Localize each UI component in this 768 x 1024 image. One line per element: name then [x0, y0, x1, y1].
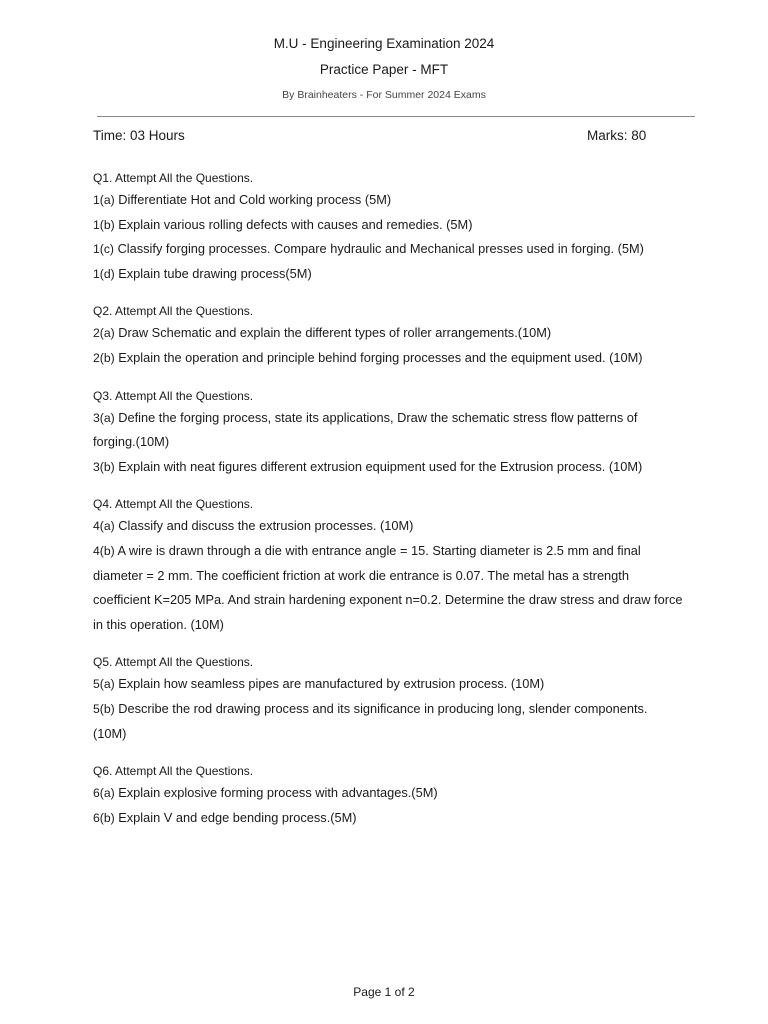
question-item [93, 781, 683, 806]
question-text: Explain with neat figures different extrusion equipment used for the Extrusion process. (10M) [118, 458, 643, 474]
question-section-6 [93, 761, 683, 830]
question-section-3 [93, 386, 683, 480]
question-code: 3(a) [93, 410, 115, 425]
question-code: 1(a) [93, 193, 115, 207]
question-text: Explain the operation and principle behind forging processes and the equipment used. (10M) [118, 349, 643, 365]
question-item [93, 237, 683, 262]
question-section-5 [93, 652, 683, 746]
question-section-2 [93, 301, 683, 370]
question-heading: Q6. Attempt All the Questions. [93, 764, 254, 779]
question-text: Explain various rolling defects with causes and remedies. (5M) [118, 216, 473, 232]
question-item [93, 213, 683, 238]
question-code: 5(b) [93, 701, 115, 716]
question-heading: Q2. Attempt All the Questions. [93, 304, 254, 319]
question-text: Explain V and edge bending process.(5M) [118, 809, 357, 825]
time-label: Time: 03 Hours [93, 128, 185, 143]
question-heading: Q5. Attempt All the Questions. [93, 655, 254, 670]
question-item [93, 455, 683, 480]
question-text: Define the forging process, state its applications, Draw the schematic stress flow patterns of forging.(10M) [93, 409, 638, 450]
question-text: Describe the rod drawing process and its significance in producing long, slender components. (10M) [93, 700, 648, 741]
exam-title: M.U - Engineering Examination 2024 [273, 36, 495, 51]
question-text: Draw Schematic and explain the different types of roller arrangements.(10M) [118, 325, 552, 341]
question-item [93, 188, 683, 213]
question-list [93, 168, 683, 845]
question-heading: Q3. Attempt All the Questions. [93, 388, 254, 403]
question-code: 4(b) [93, 543, 115, 558]
question-code: 5(a) [93, 677, 115, 692]
question-section-1 [93, 168, 683, 286]
question-item [93, 406, 683, 455]
question-text: Classify and discuss the extrusion processes. (10M) [118, 518, 414, 534]
question-code: 1(b) [93, 217, 115, 232]
question-item [93, 262, 683, 287]
question-code: 2(b) [93, 350, 115, 365]
question-heading: Q1. Attempt All the Questions. [93, 171, 254, 185]
question-section-4 [93, 494, 683, 637]
question-code: 1(d) [93, 266, 115, 281]
marks-label: Marks: 80 [587, 128, 647, 143]
question-code: 6(b) [93, 810, 115, 825]
question-item [93, 539, 683, 637]
byline: By Brainheaters - For Summer 2024 Exams [282, 89, 486, 101]
paper-title: Practice Paper - MFT [319, 62, 449, 77]
question-item [93, 346, 683, 371]
question-text: Explain explosive forming process with advantages.(5M) [118, 785, 438, 801]
question-code: 4(a) [93, 519, 115, 534]
question-code: 6(a) [93, 786, 115, 801]
question-code: 1(c) [93, 242, 114, 257]
question-item [93, 806, 683, 831]
question-code: 3(b) [93, 459, 115, 474]
question-text: A wire is drawn through a die with entrance angle = 15. Starting diameter is 2.5 mm and final diameter = 2 mm. The coefficient friction at work die entrance is 0.07. The metal has a strength coefficient K=205 MPa. And strain hardening exponent n=0.2. Determine the draw stress and draw force in this operation. (10M) [93, 542, 683, 632]
question-text: Differentiate Hot and Cold working process (5M) [118, 192, 392, 207]
header-divider [97, 116, 695, 117]
question-text: Explain tube drawing process(5M) [118, 265, 312, 281]
page-number: Page 1 of 2 [353, 985, 415, 999]
question-text: Explain how seamless pipes are manufactured by extrusion process. (10M) [118, 676, 545, 692]
question-heading: Q4. Attempt All the Questions. [93, 497, 254, 512]
question-item [93, 321, 683, 346]
question-item [93, 514, 683, 539]
question-item [93, 697, 683, 746]
question-code: 2(a) [93, 326, 115, 341]
question-item [93, 672, 683, 697]
question-text: Classify forging processes. Compare hydraulic and Mechanical presses used in forging. (5M) [117, 241, 644, 257]
